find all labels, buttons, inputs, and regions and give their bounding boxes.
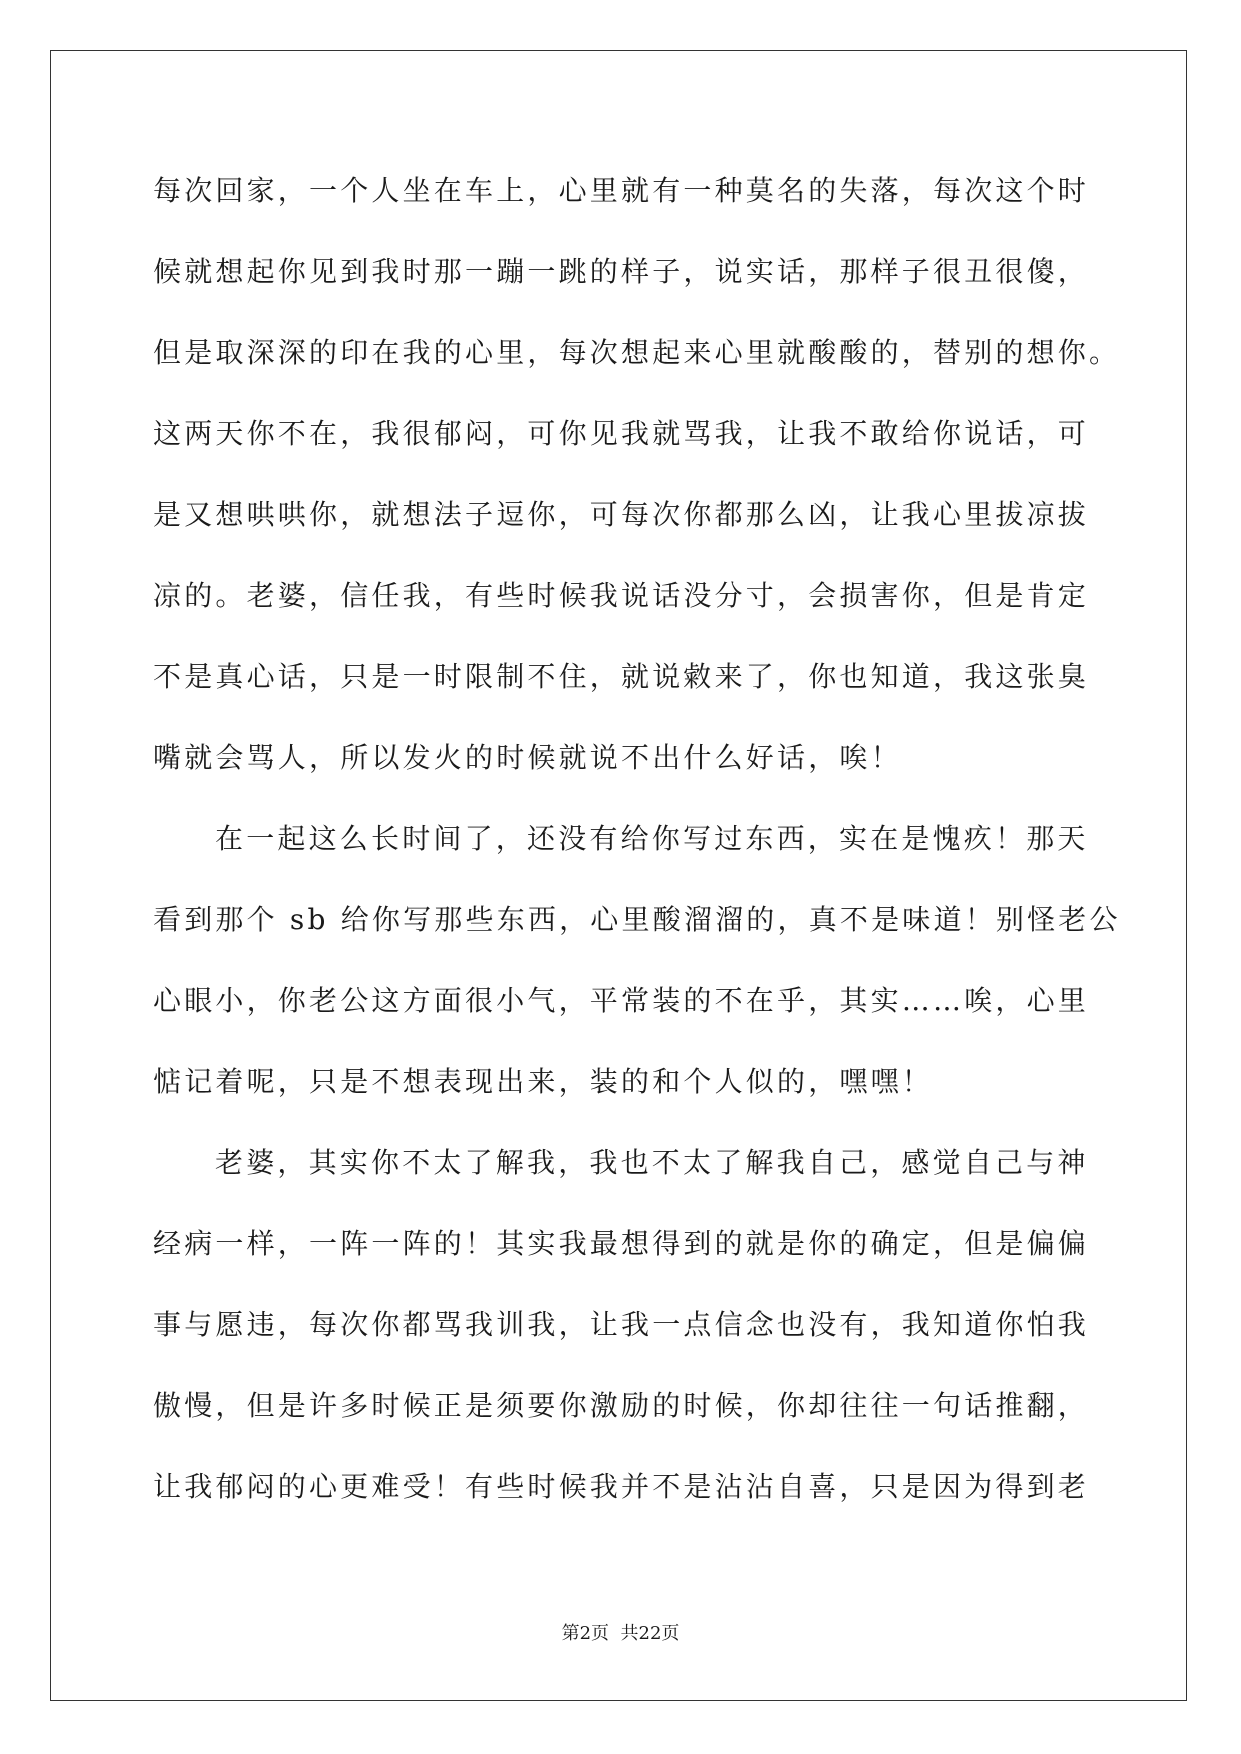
paragraph <box>153 798 1153 1122</box>
text-line: 嘴就会骂人，所以发火的时候就说不出什么好话，唉！ <box>153 741 902 774</box>
text-line: 看到那个 sb 给你写那些东西，心里酸溜溜的，真不是味道！别怪老公 <box>153 903 1121 936</box>
text-line: 事与愿违，每次你都骂我训我，让我一点信念也没有，我知道你怕我 <box>153 1308 1090 1341</box>
text-line: 这两天你不在，我很郁闷，可你见我就骂我，让我不敢给你说话，可 <box>153 417 1090 450</box>
text-line: 老婆，其实你不太了解我，我也不太了解我自己，感觉自己与神 <box>215 1146 1089 1179</box>
paragraph <box>153 1122 1153 1527</box>
document-body <box>153 150 1153 1527</box>
text-line: 傲慢，但是许多时候正是须要你激励的时候，你却往往一句话推翻， <box>153 1389 1090 1422</box>
text-line: 经病一样，一阵一阵的！其实我最想得到的就是你的确定，但是偏偏 <box>153 1227 1090 1260</box>
text-line: 但是取深深的印在我的心里，每次想起来心里就酸酸的，替别的想你。 <box>153 336 1121 369</box>
text-line: 是又想哄哄你，就想法子逗你，可每次你都那么凶，让我心里拔凉拔 <box>153 498 1090 531</box>
paragraph <box>153 150 1153 798</box>
text-line: 惦记着呢，只是不想表现出来，装的和个人似的，嘿嘿！ <box>153 1065 934 1098</box>
text-line: 候就想起你见到我时那一蹦一跳的样子，说实话，那样子很丑很傻， <box>153 255 1090 288</box>
page-number-footer: 第2页 共22页 <box>561 1623 680 1644</box>
text-line: 让我郁闷的心更难受！有些时候我并不是沾沾自喜，只是因为得到老 <box>153 1470 1090 1503</box>
text-line: 凉的。老婆，信任我，有些时候我说话没分寸，会损害你，但是肯定 <box>153 579 1090 612</box>
text-line: 每次回家，一个人坐在车上，心里就有一种莫名的失落，每次这个时 <box>153 174 1090 207</box>
text-line: 在一起这么长时间了，还没有给你写过东西，实在是愧疚！那天 <box>215 822 1089 855</box>
text-line: 不是真心话，只是一时限制不住，就说敹来了，你也知道，我这张臭 <box>153 660 1090 693</box>
text-line: 心眼小，你老公这方面很小气，平常装的不在乎，其实……唉，心里 <box>153 984 1090 1017</box>
